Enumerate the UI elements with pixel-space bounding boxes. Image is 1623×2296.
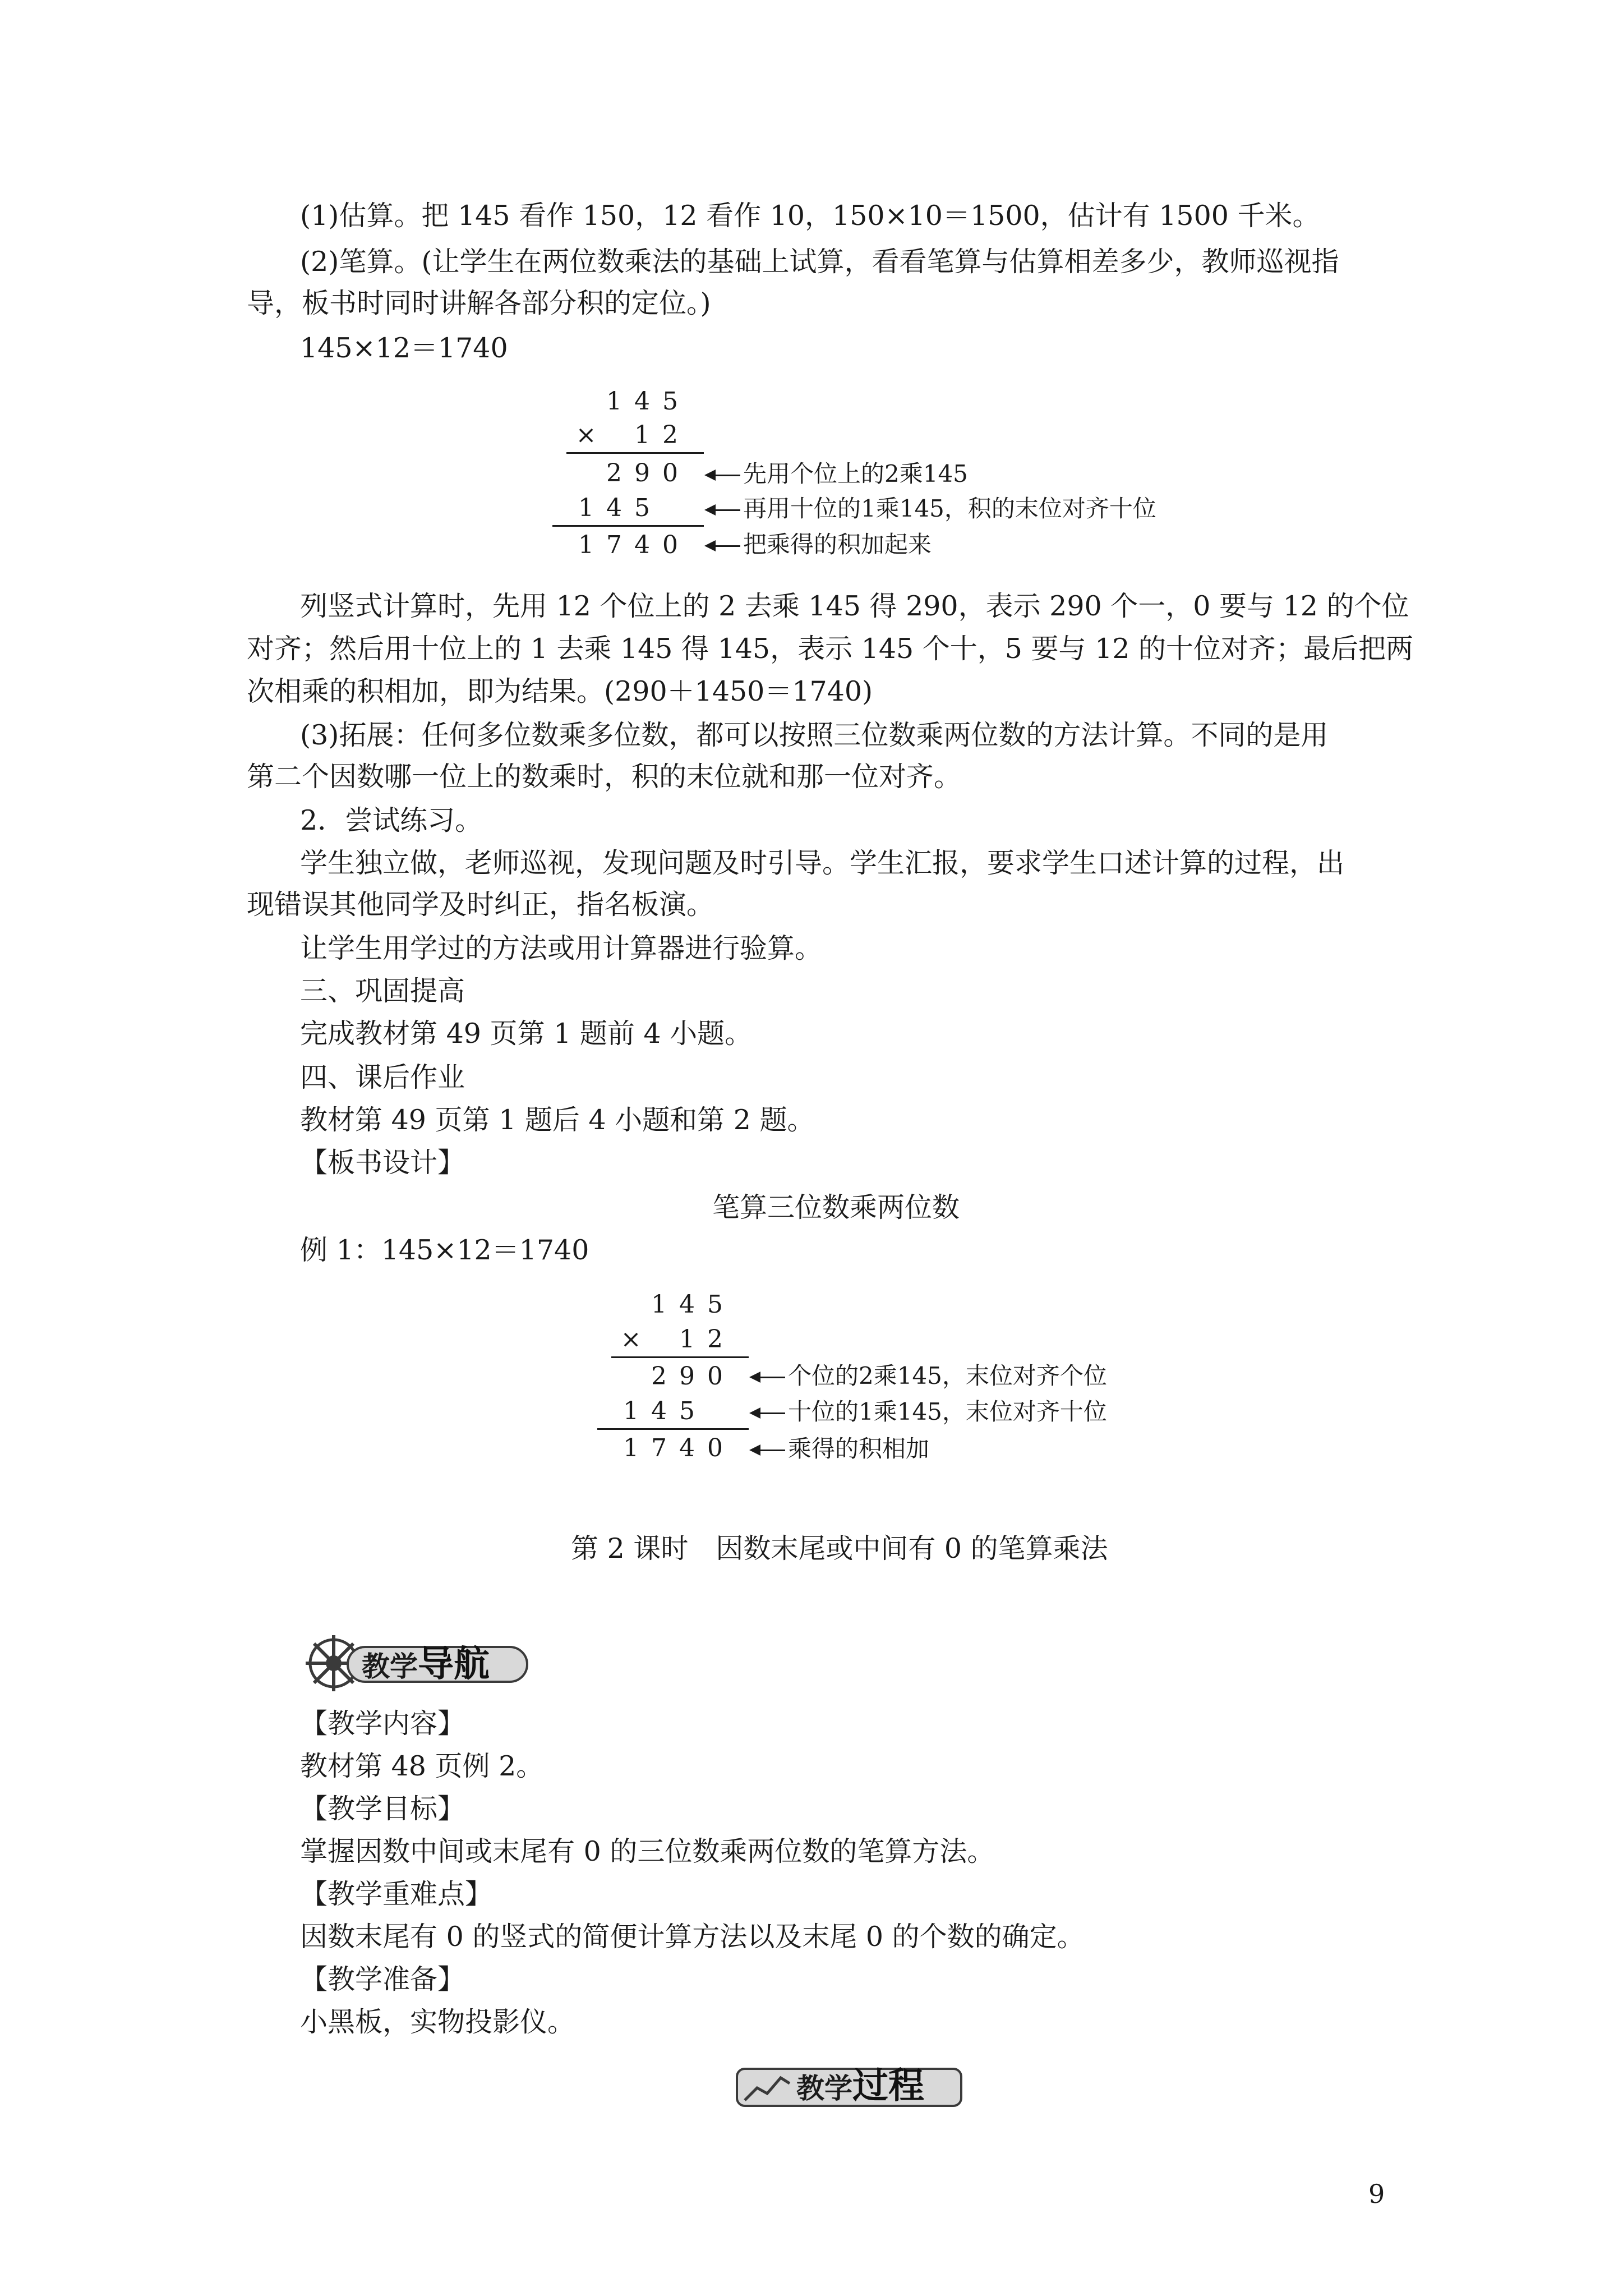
- written-paragraph-line2: 导，板书时同时讲解各部分积的定位。): [247, 287, 711, 319]
- calc2-note-3: 乘得的积相加: [788, 1435, 930, 1462]
- calc2-arrow-1: [751, 1377, 785, 1378]
- calc1-multiplicand: 1 4 5: [606, 387, 678, 416]
- calc2-arrow-3: [751, 1450, 785, 1451]
- calc2-rule-1: [611, 1356, 749, 1358]
- explain-line2: 对齐；然后用十位上的 1 去乘 145 得 145，表示 145 个十，5 要与 12 的十位对齐；最后把两: [247, 633, 1414, 665]
- key-points-text: 因数末尾有 0 的竖式的简便计算方法以及末尾 0 的个数的确定。: [300, 1921, 1085, 1953]
- example-equation: 例 1：145×12＝1740: [300, 1234, 589, 1266]
- try-line2: 现错误其他同学及时纠正，指名板演。: [247, 889, 714, 921]
- calc1-rule-2: [552, 525, 704, 527]
- calc2-rule-2: [597, 1428, 749, 1430]
- calc1-multiplier: × 1 2: [575, 421, 678, 449]
- section-homework: 四、课后作业: [300, 1061, 465, 1093]
- written-paragraph-line1: (2)笔算。(让学生在两位数乘法的基础上试算，看看笔算与估算相差多少，教师巡视指: [300, 246, 1339, 278]
- teaching-nav-badge: [303, 1632, 533, 1694]
- explain-line1: 列竖式计算时，先用 12 个位上的 2 去乘 145 得 290，表示 290 个一，0 要与 12 的个位: [300, 590, 1409, 622]
- calc2-note-2: 十位的1乘145，末位对齐十位: [788, 1398, 1107, 1425]
- calc1-partial-1: 2 9 0: [606, 459, 678, 487]
- extension-line1: (3)拓展：任何多位数乘多位数，都可以按照三位数乘两位数的方法计算。不同的是用: [300, 719, 1329, 751]
- calc1-arrow-3: [707, 545, 740, 547]
- teaching-process-badge: [735, 2059, 970, 2115]
- calc2-note-1: 个位的2乘145，末位对齐个位: [788, 1362, 1107, 1389]
- section-consolidate: 三、巩固提高: [300, 975, 465, 1007]
- nav-badge-text: 教学导航: [362, 1644, 490, 1685]
- calc1-note-3: 把乘得的积加起来: [743, 531, 932, 558]
- board-title: 笔算三位数乘两位数: [712, 1191, 960, 1223]
- preparation-text: 小黑板，实物投影仪。: [300, 2006, 575, 2038]
- content-text: 教材第 48 页例 2。: [300, 1750, 544, 1782]
- goal-heading: 【教学目标】: [300, 1793, 465, 1825]
- page-number: 9: [1368, 2179, 1385, 2209]
- board-design-heading: 【板书设计】: [300, 1147, 465, 1179]
- calc1-arrow-1: [707, 475, 740, 476]
- process-badge-text: 教学过程: [796, 2065, 924, 2107]
- key-points-heading: 【教学重难点】: [300, 1878, 493, 1910]
- calc1-product: 1 7 4 0: [578, 531, 678, 559]
- calc1-rule-1: [566, 452, 704, 454]
- calc1-note-1: 先用个位上的2乘145: [743, 460, 968, 487]
- try-title: 2．尝试练习。: [300, 804, 483, 836]
- calc2-partial-1: 2 9 0: [651, 1362, 723, 1391]
- lesson2-title: 第 2 课时 因数末尾或中间有 0 的笔算乘法: [571, 1533, 1108, 1565]
- calc2-multiplicand: 1 4 5: [651, 1290, 723, 1319]
- preparation-heading: 【教学准备】: [300, 1963, 465, 1995]
- calc2-multiplier: × 1 2: [620, 1325, 723, 1354]
- explain-line3: 次相乘的积相加，即为结果。(290＋1450＝1740): [247, 675, 873, 707]
- calc2-product: 1 7 4 0: [623, 1434, 723, 1462]
- try-line1: 学生独立做，老师巡视，发现问题及时引导。学生汇报，要求学生口述计算的过程，出: [300, 847, 1345, 879]
- consolidate-text: 完成教材第 49 页第 1 题前 4 小题。: [300, 1018, 753, 1050]
- calc1-arrow-2: [707, 509, 740, 511]
- calc2-partial-2: 1 4 5: [623, 1397, 695, 1425]
- content-heading: 【教学内容】: [300, 1708, 465, 1740]
- calc1-partial-2: 1 4 5: [578, 494, 650, 522]
- calc2-arrow-2: [751, 1412, 785, 1414]
- verify-line: 让学生用学过的方法或用计算器进行验算。: [300, 932, 823, 964]
- goal-text: 掌握因数中间或末尾有 0 的三位数乘两位数的笔算方法。: [300, 1835, 995, 1867]
- extension-line2: 第二个因数哪一位上的数乘时，积的末位就和那一位对齐。: [247, 761, 962, 793]
- equation: 145×12＝1740: [300, 332, 508, 364]
- calc1-note-2: 再用十位的1乘145，积的末位对齐十位: [743, 495, 1156, 522]
- homework-text: 教材第 49 页第 1 题后 4 小题和第 2 题。: [300, 1104, 815, 1136]
- estimate-paragraph: (1)估算。把 145 看作 150，12 看作 10，150×10＝1500，估计有 1500 千米。: [300, 200, 1320, 232]
